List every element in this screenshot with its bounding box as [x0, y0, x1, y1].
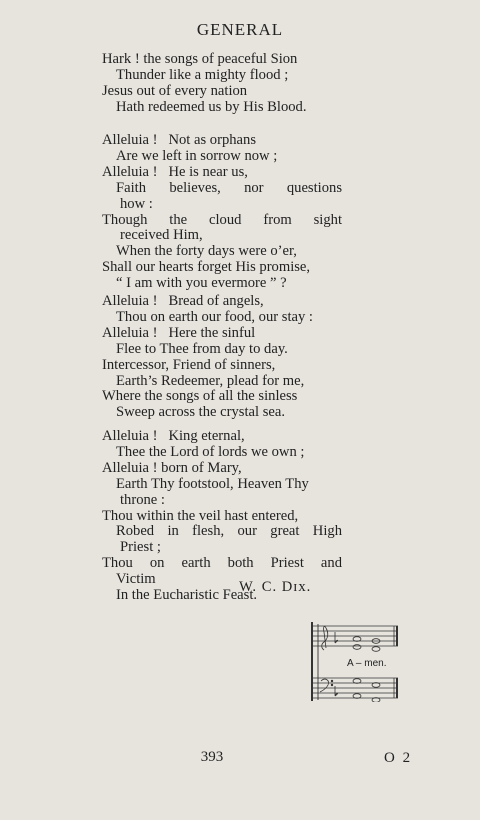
author-attribution: W. C. Dɪx. — [239, 579, 312, 595]
hymn-line: Earth’s Redeemer, plead for me, — [116, 372, 305, 389]
hymn-line: received Him, — [120, 227, 203, 244]
stanza-1 — [102, 52, 342, 116]
hymn-line: Earth Thy footstool, Heaven Thy — [116, 475, 309, 492]
hymn-line: Where the songs of all the sinless — [102, 388, 298, 405]
hymn-line: Alleluia ! Bread of angels, — [102, 293, 264, 309]
hymn-line: Sweep across the crystal sea. — [116, 404, 285, 421]
hymn-line: In the Eucharistic Feast. — [116, 587, 258, 604]
hymn-line: Alleluia ! Here the sinful — [102, 324, 256, 341]
hymn-line: Shall our hearts forget His promise, — [102, 259, 311, 276]
music-staff-graphic — [307, 618, 400, 702]
hymn-line: Though the cloud from sight — [102, 211, 342, 228]
hymn-line: throne : — [120, 491, 165, 508]
amen-lyric: A – men. — [347, 658, 387, 669]
hymn-line: Thou on earth both Priest and — [102, 555, 342, 572]
hymn-line: Hath redeemed us by His Blood. — [116, 98, 307, 115]
hymn-line: “ I am with you evermore ” ? — [116, 275, 287, 292]
page-title: GENERAL — [196, 20, 284, 39]
signature-mark: O 2 — [384, 750, 413, 766]
page-number: 393 — [200, 749, 224, 765]
hymn-line: Priest ; — [120, 539, 161, 556]
hymn-line: Alleluia ! King eternal, — [102, 428, 245, 444]
amen-music-notation — [307, 618, 400, 702]
hymn-line: Robed in flesh, our great High — [116, 523, 342, 540]
hymn-line: Thunder like a mighty flood ; — [116, 66, 289, 83]
hymn-line: Jesus out of every nation — [102, 82, 248, 99]
stanza-2 — [102, 133, 342, 292]
hymn-line: Thou within the veil hast entered, — [102, 507, 299, 524]
stanza-3 — [102, 294, 342, 421]
hymn-line: Alleluia ! born of Mary, — [102, 459, 242, 476]
hymn-line: Thee the Lord of lords we own ; — [116, 443, 305, 460]
hymn-line: Faith believes, nor questions — [116, 179, 342, 196]
hymn-line: Alleluia ! He is near us, — [102, 163, 248, 180]
hymn-line: Victim — [116, 571, 156, 588]
hymn-line: Hark ! the songs of peaceful Sion — [102, 51, 298, 67]
stanza-4 — [102, 429, 342, 604]
hymn-line: Flee to Thee from day to day. — [116, 340, 288, 357]
hymn-line: Intercessor, Friend of sinners, — [102, 356, 276, 373]
hymn-line: how : — [120, 195, 153, 212]
hymn-line: When the forty days were o’er, — [116, 243, 297, 260]
hymn-line: Are we left in sorrow now ; — [116, 147, 278, 164]
hymn-line: Thou on earth our food, our stay : — [116, 308, 313, 325]
hymn-line: Alleluia ! Not as orphans — [102, 132, 257, 148]
